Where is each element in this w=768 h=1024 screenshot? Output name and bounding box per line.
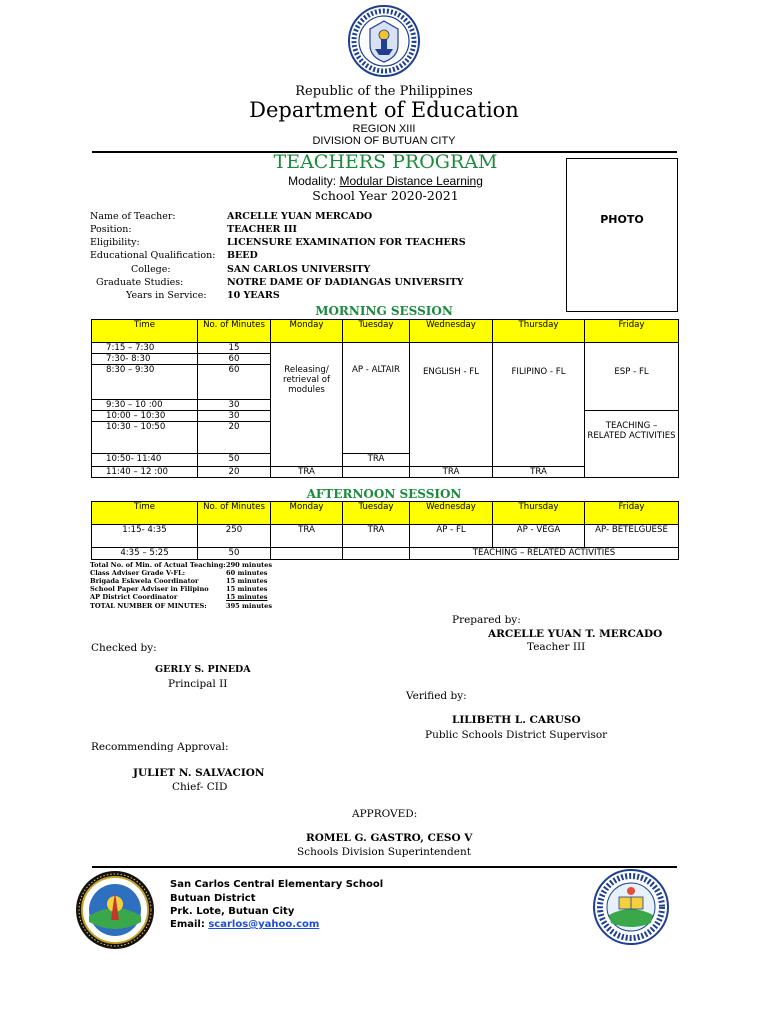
time-cell: 11:40 – 12 :00 <box>92 467 198 478</box>
header-cell: Monday <box>271 502 343 525</box>
friday-teaching-block: TEACHING – RELATED ACTIVITIES <box>585 411 679 478</box>
school-seal-icon <box>75 870 155 950</box>
table-row <box>92 525 679 548</box>
teacher-college: SAN CARLOS UNIVERSITY <box>227 264 371 275</box>
afternoon-session-title: AFTERNOON SESSION <box>306 487 462 501</box>
photo-box <box>566 158 678 312</box>
totals-value: 15 minutes <box>226 593 268 601</box>
checked-by-name: GERLY S. PINEDA <box>155 664 251 675</box>
division-seal-icon <box>593 869 669 945</box>
minutes-cell: 50 <box>198 454 271 467</box>
info-label: Position: <box>90 224 132 235</box>
teacher-position: TEACHER III <box>227 224 297 235</box>
prepared-by-title: Teacher III <box>527 641 586 653</box>
header-cell: No. of Minutes <box>198 320 271 343</box>
time-cell: 7:15 – 7:30 <box>92 343 198 354</box>
info-label: College: <box>131 264 171 275</box>
minutes-cell: 30 <box>198 400 271 411</box>
modality-value: Modular Distance Learning <box>339 174 483 188</box>
wednesday-block: ENGLISH - FL <box>410 343 493 467</box>
teacher-years-in-service: 10 YEARS <box>227 290 280 301</box>
totals-label: Class Adviser Grade V-FL: <box>90 569 186 577</box>
totals-value: 290 minutes <box>226 561 273 569</box>
teaching-related-activities-cell: TEACHING – RELATED ACTIVITIES <box>410 548 679 560</box>
approved-label: APPROVED: <box>352 808 418 820</box>
header-republic: Republic of the Philippines <box>295 84 473 99</box>
info-label: Years in Service: <box>126 290 207 301</box>
totals-label: AP District Coordinator <box>90 593 178 601</box>
header-department: Department of Education <box>249 98 519 122</box>
thursday-tra-cell: TRA <box>493 467 585 478</box>
header-cell: Time <box>92 502 198 525</box>
table-header-row <box>92 320 679 343</box>
wednesday-tra-cell: TRA <box>410 467 493 478</box>
checked-by-title: Principal II <box>168 678 228 690</box>
monday-cell: TRA <box>271 525 343 548</box>
header-cell: Friday <box>585 502 679 525</box>
morning-schedule-table <box>91 319 679 478</box>
verified-by-title: Public Schools District Supervisor <box>425 729 608 741</box>
info-label: Name of Teacher: <box>90 211 176 222</box>
modality-label: Modality: <box>288 174 337 188</box>
school-year: School Year 2020-2021 <box>312 188 459 203</box>
info-label: Eligibility: <box>90 237 140 248</box>
table-row <box>92 548 679 560</box>
time-cell: 1:15- 4:35 <box>92 525 198 548</box>
header-cell: Wednesday <box>410 320 493 343</box>
totals-label: TOTAL NUMBER OF MINUTES: <box>90 602 207 610</box>
program-title: TEACHERS PROGRAM <box>273 151 498 173</box>
footer-district: Butuan District <box>170 893 256 904</box>
header-cell: Time <box>92 320 198 343</box>
prepared-by-name: ARCELLE YUAN T. MERCADO <box>488 628 663 640</box>
totals-value: 15 minutes <box>226 585 268 593</box>
teacher-eligibility: LICENSURE EXAMINATION FOR TEACHERS <box>227 237 466 248</box>
header-cell: Thursday <box>493 502 585 525</box>
time-cell: 10:00 – 10:30 <box>92 411 198 422</box>
thursday-block: FILIPINO - FL <box>493 343 585 467</box>
approved-title: Schools Division Superintendent <box>297 846 471 858</box>
footer-divider <box>92 866 677 868</box>
header-cell: Wednesday <box>410 502 493 525</box>
friday-block: ESP - FL <box>585 343 679 411</box>
time-cell: 8:30 – 9:30 <box>92 365 198 400</box>
footer-address: Prk. Lote, Butuan City <box>170 906 295 917</box>
friday-cell: AP- BETELGUESE <box>585 525 679 548</box>
verified-by-label: Verified by: <box>406 690 467 702</box>
minutes-cell: 30 <box>198 411 271 422</box>
thursday-cell: AP - VEGA <box>493 525 585 548</box>
minutes-cell: 60 <box>198 365 271 400</box>
modality-line <box>213 174 558 188</box>
tuesday-empty-cell <box>343 548 410 560</box>
header-cell: Friday <box>585 320 679 343</box>
time-cell: 10:50- 11:40 <box>92 454 198 467</box>
totals-label: Brigada Eskwela Coordinator <box>90 577 199 585</box>
teacher-name: ARCELLE YUAN MERCADO <box>227 211 373 222</box>
monday-block: Releasing/ retrieval of modules <box>271 343 343 467</box>
totals-value: 15 minutes <box>226 577 268 585</box>
deped-seal-icon <box>348 5 420 77</box>
checked-by-label: Checked by: <box>91 642 157 654</box>
minutes-cell: 20 <box>198 422 271 454</box>
info-label: Graduate Studies: <box>96 277 184 288</box>
monday-tra-cell: TRA <box>271 467 343 478</box>
header-region: REGION XIII <box>352 123 416 135</box>
table-row <box>92 343 679 354</box>
tuesday-cell: TRA <box>343 525 410 548</box>
minutes-cell: 20 <box>198 467 271 478</box>
totals-label: Total No. of Min. of Actual Teaching: <box>90 561 226 569</box>
header-cell: Thursday <box>493 320 585 343</box>
footer-email-line <box>170 918 319 932</box>
recommending-approval-title: Chief- CID <box>172 781 228 793</box>
table-header-row <box>92 502 679 525</box>
time-cell: 10:30 – 10:50 <box>92 422 198 454</box>
totals-label: School Paper Adviser in Filipino <box>90 585 209 593</box>
minutes-cell: 15 <box>198 343 271 354</box>
monday-empty-cell <box>271 548 343 560</box>
footer-email-link[interactable]: scarlos@yahoo.com <box>208 919 320 930</box>
header-cell: Monday <box>271 320 343 343</box>
tuesday-empty-cell <box>343 467 410 478</box>
afternoon-schedule-table <box>91 501 679 560</box>
time-cell: 9:30 – 10 :00 <box>92 400 198 411</box>
tuesday-block: AP - ALTAIR <box>343 343 410 454</box>
tuesday-tra-cell: TRA <box>343 454 410 467</box>
footer-school-name: San Carlos Central Elementary School <box>170 879 384 890</box>
approved-name: ROMEL G. GASTRO, CESO V <box>306 832 473 844</box>
totals-value: 395 minutes <box>226 602 273 610</box>
verified-by-name: LILIBETH L. CARUSO <box>452 714 581 726</box>
info-label: Educational Qualification: <box>90 250 216 261</box>
recommending-approval-label: Recommending Approval: <box>91 741 229 753</box>
teacher-graduate-studies: NOTRE DAME OF DADIANGAS UNIVERSITY <box>227 277 464 288</box>
wednesday-cell: AP - FL <box>410 525 493 548</box>
morning-session-title: MORNING SESSION <box>315 304 453 318</box>
minutes-cell: 50 <box>198 548 271 560</box>
header-cell: Tuesday <box>343 320 410 343</box>
header-cell: No. of Minutes <box>198 502 271 525</box>
header-division: DIVISION OF BUTUAN CITY <box>312 135 456 147</box>
header-cell: Tuesday <box>343 502 410 525</box>
photo-label: PHOTO <box>600 213 644 226</box>
minutes-cell: 250 <box>198 525 271 548</box>
recommending-approval-name: JULIET N. SALVACION <box>133 767 265 779</box>
minutes-cell: 60 <box>198 354 271 365</box>
prepared-by-label: Prepared by: <box>452 614 521 626</box>
time-cell: 4:35 – 5:25 <box>92 548 198 560</box>
footer-email-label: Email: <box>170 919 205 930</box>
teacher-qualification: BEED <box>227 250 258 261</box>
totals-value: 60 minutes <box>226 569 268 577</box>
time-cell: 7:30- 8:30 <box>92 354 198 365</box>
